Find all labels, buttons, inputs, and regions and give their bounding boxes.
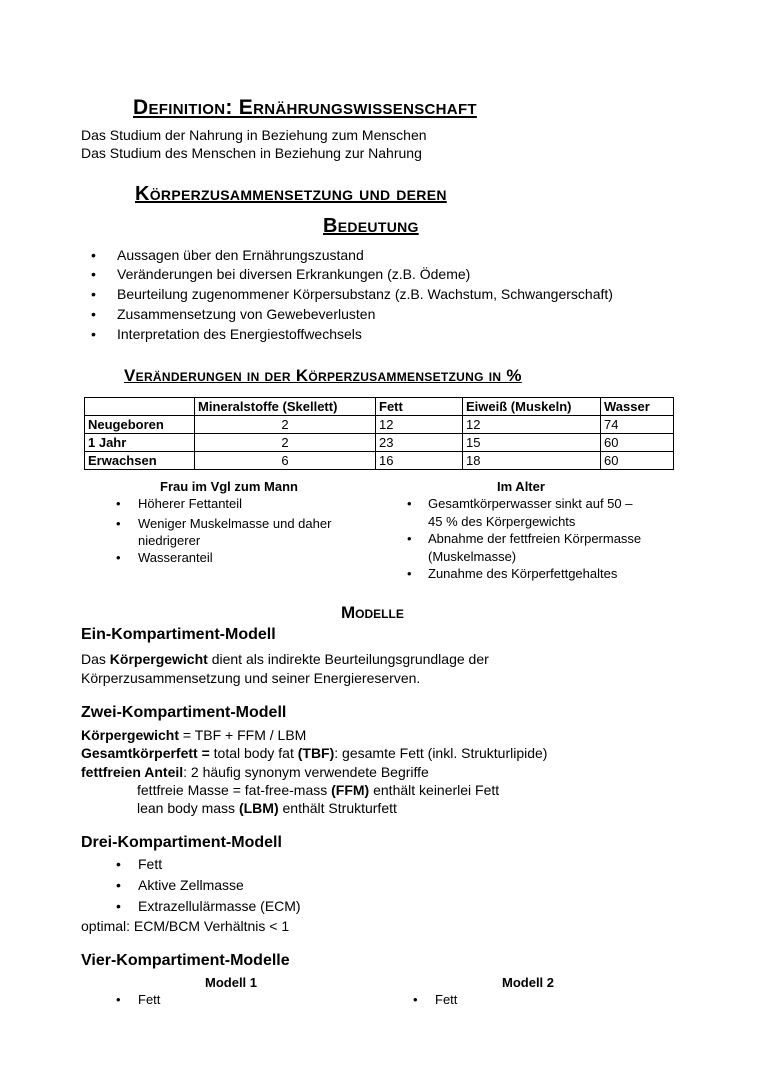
table-header-cell: Eiweiß (Muskeln) bbox=[463, 398, 601, 416]
bullet-icon: • bbox=[91, 266, 96, 282]
table-header-cell: Wasser bbox=[601, 398, 674, 416]
table-cell: 2 bbox=[195, 434, 376, 452]
table-cell: 6 bbox=[195, 452, 376, 470]
bullet-icon: • bbox=[413, 992, 418, 1007]
modelle-title: Modelle bbox=[341, 603, 404, 622]
zwei-line-5: lean body mass (LBM) enthält Strukturfett bbox=[137, 800, 397, 816]
definition-title: Definition: Ernährungswissenschaft bbox=[133, 96, 477, 119]
table-cell: 12 bbox=[376, 416, 463, 434]
definition-line-2: Das Studium des Menschen in Beziehung zur Nahrung bbox=[81, 145, 422, 161]
bullet-icon: • bbox=[116, 877, 121, 893]
frau-bullet-2-cont: niedrigerer bbox=[138, 533, 201, 548]
vier-modell-1-heading: Modell 1 bbox=[205, 975, 258, 990]
zwei-line-1: Körpergewicht = TBF + FFM / LBM bbox=[81, 727, 307, 743]
bullet-icon: • bbox=[116, 550, 121, 565]
drei-note: optimal: ECM/BCM Verhältnis < 1 bbox=[81, 918, 290, 934]
bullet-icon: • bbox=[407, 566, 412, 581]
table-cell: 1 Jahr bbox=[85, 434, 195, 452]
bullet-icon: • bbox=[116, 992, 121, 1007]
ein-line-1: Das Körpergewicht dient als indirekte Beurteilungsgrundlage der bbox=[81, 651, 489, 667]
zwei-line-2: Gesamtkörperfett = total body fat (TBF): gesamte Fett (inkl. Strukturlipide) bbox=[81, 745, 548, 761]
zwei-line-3: fettfreien Anteil: 2 häufig synonym verwendete Begriffe bbox=[81, 764, 429, 780]
bullet-icon: • bbox=[116, 856, 121, 872]
composition-table bbox=[84, 397, 674, 470]
table-cell: 2 bbox=[195, 416, 376, 434]
document-page: Definition: Ernährungswissenschaft Das Studium der Nahrung in Beziehung zum Menschen Das Studium des Menschen in Beziehung zur Nahrung Körperzusammensetzung und deren Bedeutung • Aussagen über den Ernährungszustand • Veränderungen bei diversen Erkrankungen (z.B. Ödeme) • Beurteilung zugenommener Körpersubstanz (z.B. Wachstum, Schwangerschaft) • Zusammensetzung von Gewebeverlusten • Interpretation des Energiestoffwechsels Veränderungen in der Körperzusammensetzung in % Mineralstoffe (Skellett) Fett Eiweiß (Muskeln) Wasser Neugeboren 2 12 12 74 1 Jahr 2 23 15 60 Erwachsen 6 16 18 60 Frau im Vgl zum Mann • Höherer Fettanteil • Weniger Muskelmasse und daher niedrigerer • Wasseranteil Im Alter • Gesamtkörperwasser sinkt auf 50 – 45 % des Körpergewichts • Abnahme der fettfreien Körpermasse (Muskelmasse) • Zunahme des Körperfettgehaltes Modelle Ein-Kompartiment-Modell Das Körpergewicht dient als indirekte Beurteilungsgrundlage der Körperzusammensetzung und seiner Energiereserven. Zwei-Kompartiment-Modell Körpergewicht = TBF + FFM / LBM Gesamtkörperfett = total body fat (TBF): gesamte Fett (inkl. Strukturlipide) fettfreien Anteil: 2 häufig synonym verwendete Begriffe fettfreie Masse = fat-free-mass (FFM) enthält keinerlei Fett lean body mass (LBM) enthält Strukturfett Drei-Kompartiment-Modell • Fett • Aktive Zellmasse • Extrazellulärmasse (ECM) optimal: ECM/BCM Verhältnis < 1 Vier-Kompartiment-Modelle Modell 1 Modell 2 • Fett • Fett bbox=[0, 0, 768, 1087]
bullet-icon: • bbox=[116, 496, 121, 511]
table-cell: 18 bbox=[463, 452, 601, 470]
definition-line-1: Das Studium der Nahrung in Beziehung zum Menschen bbox=[81, 127, 427, 143]
bullet-icon: • bbox=[91, 326, 96, 342]
table-cell: 60 bbox=[601, 452, 674, 470]
alter-bullet-1-cont: 45 % des Körpergewichts bbox=[428, 514, 576, 529]
vier-heading: Vier-Kompartiment-Modelle bbox=[81, 952, 290, 969]
bullet-icon: • bbox=[91, 306, 96, 322]
table-cell: Neugeboren bbox=[85, 416, 195, 434]
bullet-icon: • bbox=[116, 898, 121, 914]
table-header-cell: Fett bbox=[376, 398, 463, 416]
alter-bullet-2-cont: (Muskelmasse) bbox=[428, 549, 517, 564]
table-row bbox=[85, 452, 674, 470]
table-header-cell bbox=[85, 398, 195, 416]
bullet-icon: • bbox=[407, 496, 412, 511]
table-header-row bbox=[85, 398, 674, 416]
bullet-icon: • bbox=[91, 247, 96, 263]
bullet-icon: • bbox=[407, 531, 412, 546]
table-cell: 16 bbox=[376, 452, 463, 470]
table-cell: Erwachsen bbox=[85, 452, 195, 470]
bullet-icon: • bbox=[91, 286, 96, 302]
ein-heading: Ein-Kompartiment-Modell bbox=[81, 626, 276, 643]
table-row bbox=[85, 416, 674, 434]
table-cell: 23 bbox=[376, 434, 463, 452]
koerper-title-line-1: Körperzusammensetzung und deren bbox=[135, 183, 447, 205]
table-row bbox=[85, 434, 674, 452]
table-cell: 12 bbox=[463, 416, 601, 434]
vier-modell-2-heading: Modell 2 bbox=[502, 975, 555, 990]
table-cell: 15 bbox=[463, 434, 601, 452]
drei-heading: Drei-Kompartiment-Modell bbox=[81, 834, 282, 851]
alter-heading: Im Alter bbox=[497, 479, 545, 494]
koerper-title-line-2: Bedeutung bbox=[323, 215, 419, 237]
table-cell: 74 bbox=[601, 416, 674, 434]
ein-line-2: Körperzusammensetzung und seiner Energiereserven. bbox=[81, 670, 421, 686]
zwei-line-4: fettfreie Masse = fat-free-mass (FFM) enthält keinerlei Fett bbox=[137, 782, 500, 798]
veraenderungen-title: Veränderungen in der Körperzusammensetzung in % bbox=[124, 366, 522, 385]
table-cell: 60 bbox=[601, 434, 674, 452]
bullet-icon: • bbox=[116, 516, 121, 531]
zwei-heading: Zwei-Kompartiment-Modell bbox=[81, 704, 287, 721]
frau-heading: Frau im Vgl zum Mann bbox=[160, 479, 298, 494]
table-header-cell: Mineralstoffe (Skellett) bbox=[195, 398, 376, 416]
